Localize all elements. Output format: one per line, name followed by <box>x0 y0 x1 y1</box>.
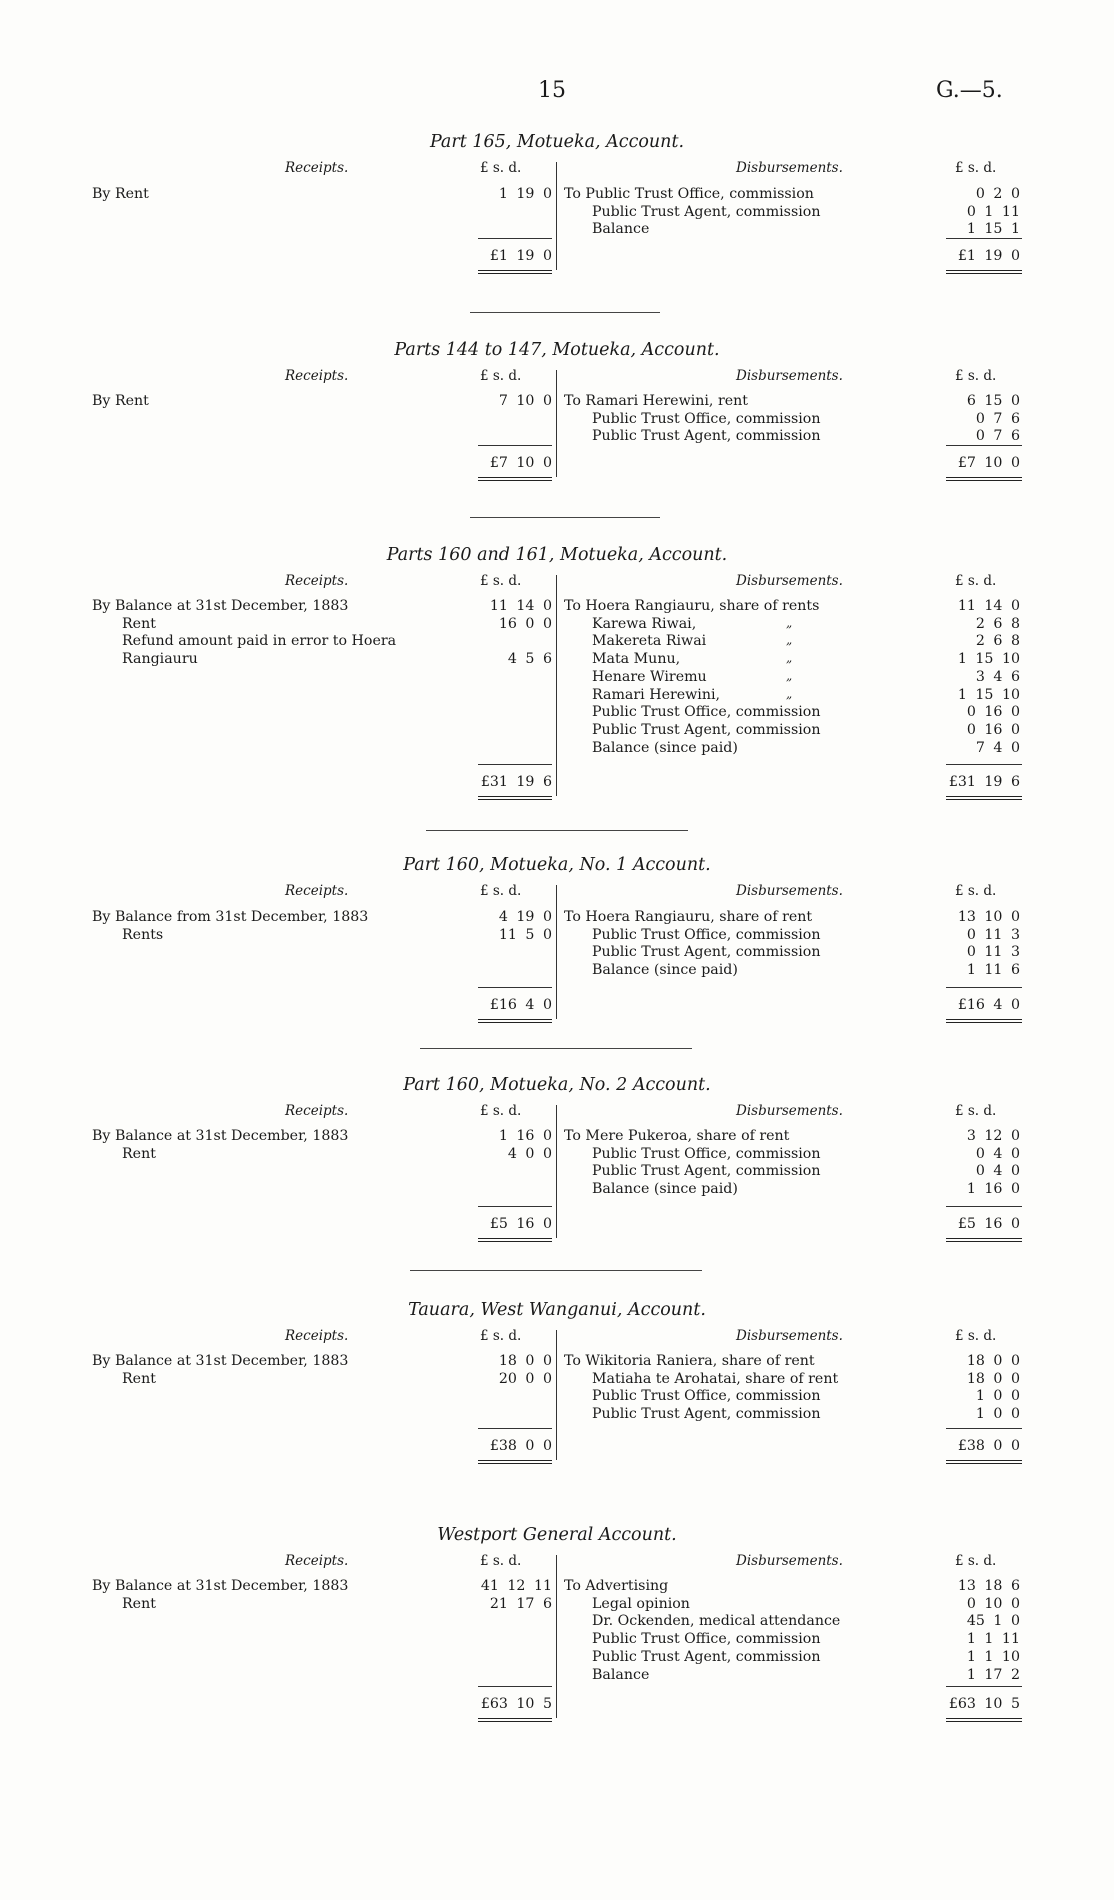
receipts-lsd-header: £ s. d. <box>480 573 522 589</box>
disbursements-total: £63 10 5 <box>948 1696 1020 1712</box>
double-rule <box>478 270 552 274</box>
ditto-mark: „ <box>786 633 793 648</box>
disbursement-item: Public Trust Office, commission <box>592 1145 821 1162</box>
section-separator <box>426 830 688 831</box>
disbursement-amount: 1 17 2 <box>966 1666 1020 1683</box>
receipt-item: By Balance from 31st December, 1883 <box>92 909 369 925</box>
disbursement-amount: 0 7 6 <box>975 410 1020 427</box>
total-rule <box>478 1428 552 1429</box>
disbursements-lsd-header: £ s. d. <box>955 1328 997 1344</box>
receipts-lsd-header: £ s. d. <box>480 160 522 176</box>
receipts-total: £63 10 5 <box>480 1696 552 1712</box>
disbursement-item: Legal opinion <box>592 1595 690 1612</box>
receipts-header: Receipts. <box>285 1103 349 1119</box>
double-rule <box>946 477 1022 481</box>
receipts-total: £1 19 0 <box>489 248 552 264</box>
disbursements-lsd-header: £ s. d. <box>955 368 997 384</box>
disbursement-amount: 1 16 0 <box>966 1181 1020 1198</box>
disbursement-item: Public Trust Agent, commission <box>592 721 821 738</box>
disbursement-amount: 0 11 3 <box>966 944 1020 961</box>
disbursement-amount: 0 1 11 <box>966 203 1020 220</box>
ditto-mark: „ <box>786 615 793 630</box>
disbursement-amount: 7 4 0 <box>975 739 1020 756</box>
account-title: Part 160, Motueka, No. 2 Account. <box>403 1075 711 1095</box>
disbursement-amount: 0 4 0 <box>975 1145 1020 1162</box>
receipt-amount: 1 16 0 <box>498 1128 552 1144</box>
disbursement-item: Public Trust Office, commission <box>592 410 821 427</box>
total-rule <box>478 445 552 446</box>
column-divider <box>556 1330 557 1460</box>
disbursement-amount: 13 18 6 <box>957 1578 1020 1594</box>
column-divider <box>556 1105 557 1238</box>
disbursements-header: Disbursements. <box>736 1553 843 1569</box>
ditto-mark: „ <box>786 668 793 683</box>
total-rule <box>946 1428 1022 1429</box>
receipts-header: Receipts. <box>285 883 349 899</box>
total-rule <box>478 764 552 765</box>
receipt-item: By Rent <box>92 393 149 409</box>
disbursements-lsd-header: £ s. d. <box>955 883 997 899</box>
disbursement-item: Balance <box>592 221 650 238</box>
disbursement-item: Public Trust Office, commission <box>592 1631 821 1648</box>
disbursement-item: Public Trust Agent, commission <box>592 1648 821 1665</box>
receipt-amount: 41 12 11 <box>480 1578 552 1594</box>
double-rule <box>478 796 552 800</box>
receipt-item: By Balance at 31st December, 1883 <box>92 1353 349 1369</box>
total-rule <box>946 987 1022 988</box>
double-rule <box>946 1718 1022 1722</box>
receipts-header: Receipts. <box>285 573 349 589</box>
disbursement-item: Balance (since paid) <box>592 962 738 979</box>
receipts-header: Receipts. <box>285 1328 349 1344</box>
column-divider <box>556 1555 557 1718</box>
disbursement-item: Balance (since paid) <box>592 739 738 756</box>
page-number: 15 <box>538 78 566 103</box>
disbursements-header: Disbursements. <box>736 368 843 384</box>
disbursement-amount: 1 15 10 <box>957 651 1020 668</box>
receipt-amount: 20 0 0 <box>498 1370 552 1387</box>
receipt-item: By Balance at 31st December, 1883 <box>92 1128 349 1144</box>
document-reference: G.—5. <box>936 78 1003 103</box>
disbursement-amount: 2 6 8 <box>975 615 1020 632</box>
receipt-item: Rent <box>122 615 156 632</box>
disbursement-amount: 0 16 0 <box>966 704 1020 721</box>
disbursement-amount: 18 0 0 <box>966 1370 1020 1387</box>
receipt-item: Rent <box>122 1145 156 1162</box>
disbursement-amount: 1 1 11 <box>966 1631 1020 1648</box>
disbursements-header: Disbursements. <box>736 1328 843 1344</box>
account-title: Parts 160 and 161, Motueka, Account. <box>386 545 728 565</box>
disbursements-lsd-header: £ s. d. <box>955 1553 997 1569</box>
receipt-amount: 11 14 0 <box>489 598 552 614</box>
disbursement-amount: 3 4 6 <box>975 668 1020 685</box>
double-rule <box>946 270 1022 274</box>
receipt-amount: 11 5 0 <box>498 926 552 943</box>
total-rule <box>946 764 1022 765</box>
receipts-total: £5 16 0 <box>489 1216 552 1232</box>
disbursements-lsd-header: £ s. d. <box>955 573 997 589</box>
disbursements-header: Disbursements. <box>736 1103 843 1119</box>
disbursements-total: £7 10 0 <box>957 455 1020 471</box>
disbursements-lsd-header: £ s. d. <box>955 160 997 176</box>
disbursement-amount: 1 0 0 <box>975 1406 1020 1423</box>
disbursements-total: £31 19 6 <box>948 774 1020 790</box>
receipt-amount: 21 17 6 <box>489 1595 552 1612</box>
disbursement-amount: 0 16 0 <box>966 721 1020 738</box>
receipt-amount: 18 0 0 <box>498 1353 552 1369</box>
disbursement-item: To Public Trust Office, commission <box>564 186 814 202</box>
double-rule <box>946 796 1022 800</box>
disbursements-total: £5 16 0 <box>957 1216 1020 1232</box>
disbursement-amount: 1 1 10 <box>966 1648 1020 1665</box>
disbursement-amount: 6 15 0 <box>966 393 1020 409</box>
disbursement-item: Public Trust Agent, commission <box>592 428 821 445</box>
total-rule <box>478 987 552 988</box>
receipts-total: £16 4 0 <box>489 997 552 1013</box>
account-title: Westport General Account. <box>437 1525 677 1545</box>
disbursement-item: Public Trust Office, commission <box>592 1388 821 1405</box>
receipts-header: Receipts. <box>285 1553 349 1569</box>
receipts-lsd-header: £ s. d. <box>480 368 522 384</box>
disbursements-total: £16 4 0 <box>957 997 1020 1013</box>
disbursement-amount: 3 12 0 <box>966 1128 1020 1144</box>
disbursements-total: £1 19 0 <box>957 248 1020 264</box>
disbursement-item: Henare Wiremu <box>592 668 707 685</box>
disbursement-amount: 1 15 1 <box>966 221 1020 238</box>
double-rule <box>478 1718 552 1722</box>
column-divider <box>556 162 557 270</box>
disbursement-item: Balance (since paid) <box>592 1181 738 1198</box>
receipts-total: £7 10 0 <box>489 455 552 471</box>
disbursement-amount: 18 0 0 <box>966 1353 1020 1369</box>
disbursement-amount: 1 0 0 <box>975 1388 1020 1405</box>
receipts-lsd-header: £ s. d. <box>480 1103 522 1119</box>
disbursement-item: Public Trust Agent, commission <box>592 203 821 220</box>
disbursement-item: Public Trust Office, commission <box>592 704 821 721</box>
column-divider <box>556 370 557 477</box>
double-rule <box>946 1238 1022 1242</box>
total-rule <box>946 1686 1022 1687</box>
receipts-lsd-header: £ s. d. <box>480 883 522 899</box>
disbursement-item: Ramari Herewini, <box>592 686 721 703</box>
disbursement-amount: 13 10 0 <box>957 909 1020 925</box>
receipt-amount: 16 0 0 <box>498 615 552 632</box>
disbursement-item: Public Trust Agent, commission <box>592 1406 821 1423</box>
receipt-amount: 4 19 0 <box>498 909 552 925</box>
receipt-item: By Balance at 31st December, 1883 <box>92 1578 349 1594</box>
disbursement-item: To Hoera Rangiauru, share of rent <box>564 909 813 925</box>
double-rule <box>478 1238 552 1242</box>
receipt-item: Rent <box>122 1595 156 1612</box>
receipt-item: Rents <box>122 926 164 943</box>
disbursement-item: To Ramari Herewini, rent <box>564 393 748 409</box>
disbursement-amount: 0 4 0 <box>975 1163 1020 1180</box>
total-rule <box>478 238 552 239</box>
receipts-header: Receipts. <box>285 368 349 384</box>
disbursement-item: To Mere Pukeroa, share of rent <box>564 1128 790 1144</box>
receipts-header: Receipts. <box>285 160 349 176</box>
receipt-amount: 4 0 0 <box>507 1145 552 1162</box>
disbursement-amount: 0 2 0 <box>975 186 1020 202</box>
disbursements-lsd-header: £ s. d. <box>955 1103 997 1119</box>
receipt-item: Rent <box>122 1370 156 1387</box>
disbursement-item: Public Trust Agent, commission <box>592 944 821 961</box>
disbursement-amount: 0 11 3 <box>966 926 1020 943</box>
disbursement-item: Dr. Ockenden, medical attendance <box>592 1613 841 1630</box>
receipt-amount: 1 19 0 <box>498 186 552 202</box>
total-rule <box>478 1206 552 1207</box>
receipt-amount: 7 10 0 <box>498 393 552 409</box>
disbursement-amount: 45 1 0 <box>966 1613 1020 1630</box>
disbursement-item: To Hoera Rangiauru, share of rents <box>564 598 820 614</box>
column-divider <box>556 575 557 796</box>
disbursement-item: Makereta Riwai <box>592 633 707 650</box>
receipt-item: Rangiauru <box>122 651 198 668</box>
total-rule <box>946 238 1022 239</box>
section-separator <box>410 1270 702 1271</box>
disbursements-header: Disbursements. <box>736 573 843 589</box>
disbursement-item: Public Trust Agent, commission <box>592 1163 821 1180</box>
disbursement-item: Public Trust Office, commission <box>592 926 821 943</box>
disbursements-header: Disbursements. <box>736 883 843 899</box>
total-rule <box>478 1686 552 1687</box>
column-divider <box>556 885 557 1019</box>
disbursement-amount: 0 7 6 <box>975 428 1020 445</box>
receipts-total: £38 0 0 <box>489 1438 552 1454</box>
receipt-amount: 4 5 6 <box>507 651 552 668</box>
disbursement-amount: 1 11 6 <box>966 962 1020 979</box>
double-rule <box>478 477 552 481</box>
receipt-item: By Rent <box>92 186 149 202</box>
disbursement-amount: 0 10 0 <box>966 1595 1020 1612</box>
ditto-mark: „ <box>786 686 793 701</box>
receipt-item: By Balance at 31st December, 1883 <box>92 598 349 614</box>
ditto-mark: „ <box>786 651 793 666</box>
receipts-lsd-header: £ s. d. <box>480 1328 522 1344</box>
section-separator <box>470 312 660 313</box>
disbursement-amount: 1 15 10 <box>957 686 1020 703</box>
account-title: Parts 144 to 147, Motueka, Account. <box>394 340 720 360</box>
double-rule <box>946 1019 1022 1023</box>
section-separator <box>420 1048 692 1049</box>
double-rule <box>478 1019 552 1023</box>
disbursement-item: Balance <box>592 1666 650 1683</box>
total-rule <box>946 1206 1022 1207</box>
disbursement-item: To Wikitoria Raniera, share of rent <box>564 1353 815 1369</box>
disbursement-item: Mata Munu, <box>592 651 681 668</box>
account-title: Part 160, Motueka, No. 1 Account. <box>403 855 711 875</box>
double-rule <box>946 1460 1022 1464</box>
receipt-item: Refund amount paid in error to Hoera <box>122 633 397 650</box>
double-rule <box>478 1460 552 1464</box>
disbursement-item: To Advertising <box>564 1578 669 1594</box>
account-title: Tauara, West Wanganui, Account. <box>408 1300 706 1320</box>
disbursement-amount: 2 6 8 <box>975 633 1020 650</box>
receipts-lsd-header: £ s. d. <box>480 1553 522 1569</box>
disbursement-item: Matiaha te Arohatai, share of rent <box>592 1370 839 1387</box>
receipts-total: £31 19 6 <box>480 774 552 790</box>
account-title: Part 165, Motueka, Account. <box>429 132 685 152</box>
total-rule <box>946 445 1022 446</box>
disbursements-header: Disbursements. <box>736 160 843 176</box>
disbursement-amount: 11 14 0 <box>957 598 1020 614</box>
disbursements-total: £38 0 0 <box>957 1438 1020 1454</box>
section-separator <box>470 517 660 518</box>
disbursement-item: Karewa Riwai, <box>592 615 697 632</box>
